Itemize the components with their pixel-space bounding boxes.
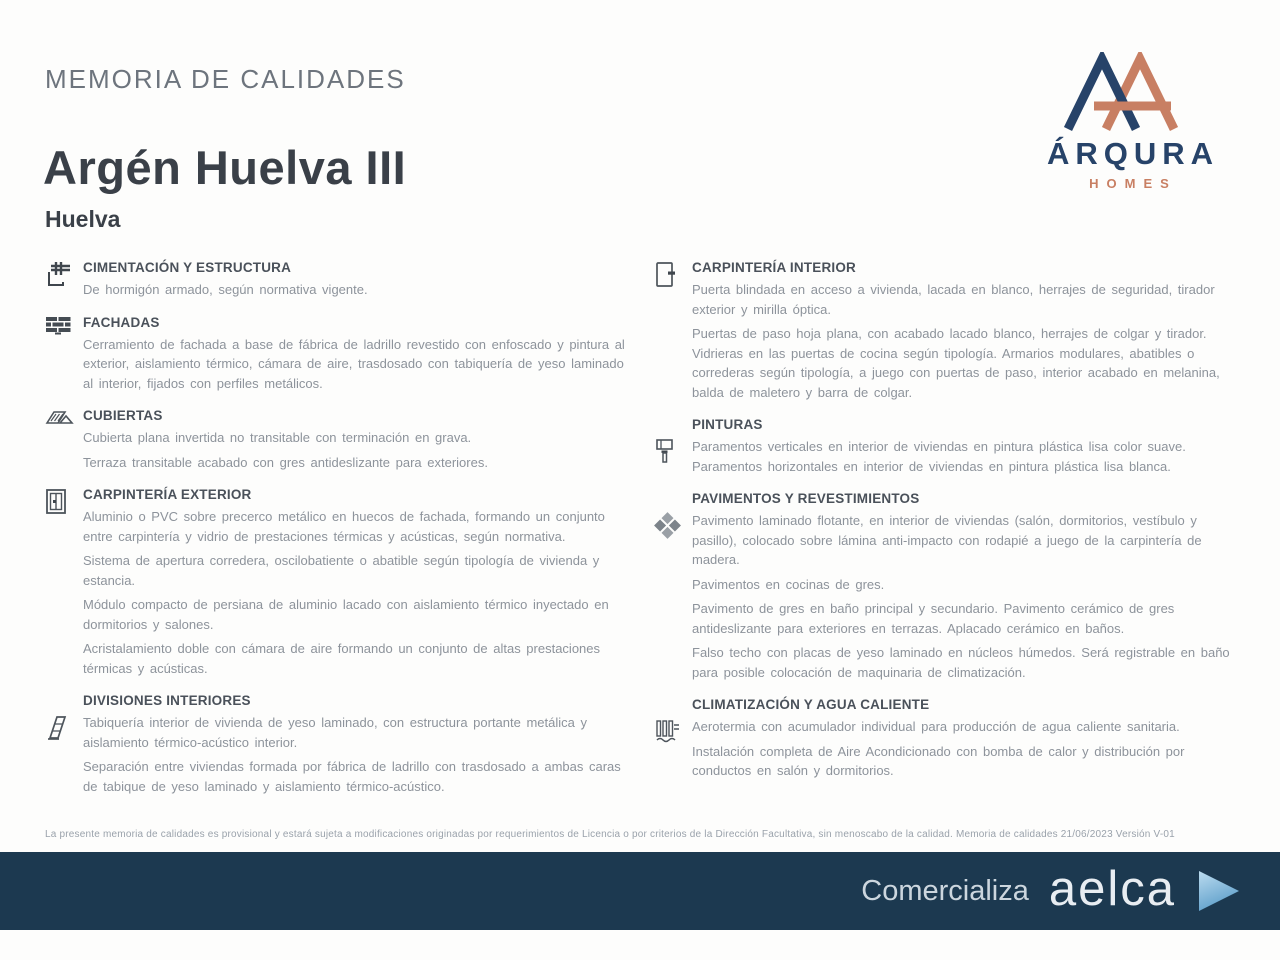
left-column — [45, 260, 636, 811]
section-divisiones-interiores — [45, 693, 636, 796]
section-paragraph: Pavimento de gres en baño principal y secundario. Pavimento cerámico de gres antideslizante para exteriores en terrazas. Aplacado cerámico en baños. — [692, 601, 1175, 636]
section-title: PAVIMENTOS Y REVESTIMIENTOS — [692, 491, 920, 506]
section-paragraph: Terraza transitable acabado con gres antideslizante para exteriores. — [83, 454, 488, 470]
legal-disclaimer: La presente memoria de calidades es provisional y estará sujeta a modificaciones originadas por requerimientos de Licencia o por criterios de la Dirección Facultativa, sin menoscabo de la calidad. Memoria de calidades 21/06/2023 Versión V-01 — [45, 829, 1175, 840]
section-paragraph: Tabiquería interior de vivienda de yeso laminado, con estructura portante metálica y aislamiento térmico-acústico interior. — [83, 715, 587, 750]
partition-wall-icon — [45, 693, 83, 796]
section-paragraph: Cubierta plana invertida no transitable con terminación en grava. — [83, 430, 472, 445]
roof-icon — [45, 408, 83, 472]
project-title: Argén Huelva III — [43, 141, 407, 194]
section-pinturas — [654, 417, 1245, 476]
section-paragraph: Pavimentos en cocinas de gres. — [692, 576, 885, 592]
structure-grid-icon — [45, 260, 83, 300]
section-paragraph: Puerta blindada en acceso a vivienda, lacada en blanco, herrajes de seguridad, tirador exterior y mirilla óptica. — [692, 282, 1215, 317]
section-title: PINTURAS — [692, 417, 763, 432]
section-climatizacion-y-agua-caliente — [654, 697, 1245, 781]
heater-icon — [654, 697, 692, 781]
brand-subname: HOMES — [1089, 176, 1177, 191]
section-title: FACHADAS — [83, 314, 160, 330]
section-paragraph: Sistema de apertura corredera, oscilobatiente o abatible según tipología de vivienda y estancia. — [83, 553, 600, 588]
footer-label: Comercializa — [861, 874, 1029, 907]
document-type-heading: MEMORIA DE CALIDADES — [45, 64, 406, 94]
section-carpinteria-exterior — [45, 487, 636, 678]
section-paragraph: Aerotermia con acumulador individual para producción de agua caliente sanitaria. — [692, 719, 1180, 734]
section-pavimentos-y-revestimientos — [654, 491, 1245, 682]
paint-brush-icon — [654, 417, 692, 476]
section-paragraph: Puertas de paso hoja plana, con acabado lacado blanco, herrajes de colgar y tirador. Vidrieras en las puertas de cocina según tipología. Armarios modulares, abatibles o correderas según tipología, a juego con puertas de paso, interior acabado en melanina, balda de maletero y barra de colgar. — [692, 326, 1220, 400]
section-title: DIVISIONES INTERIORES — [83, 693, 251, 708]
section-title: CLIMATIZACIÓN Y AGUA CALIENTE — [692, 697, 930, 712]
section-paragraph: Aluminio o PVC sobre precerco metálico en huecos de fachada, formando un conjunto entre carpintería y vidrio de prestaciones térmicas y acústicas, según normativa. — [83, 509, 605, 544]
door-icon — [654, 260, 692, 402]
floor-tiles-icon — [654, 491, 692, 682]
section-paragraph: Cerramiento de fachada a base de fábrica de ladrillo revestido con enfoscado y pintura al exterior, aislamiento térmico, cámara de aire, trasdosado con tabiquería de yeso laminado al interior, fijados con perfiles metálicos. — [83, 336, 625, 391]
section-paragraph: Instalación completa de Aire Acondicionado con bomba de calor y distribución por conductos en salón y dormitorios. — [692, 743, 1185, 778]
section-cimentacion-y-estructura — [45, 260, 636, 300]
section-cubiertas — [45, 408, 636, 472]
footer-bar — [0, 852, 1280, 930]
section-paragraph: De hormigón armado, según normativa vigente. — [83, 282, 368, 297]
project-location: Huelva — [45, 206, 121, 232]
section-carpinteria-interior — [654, 260, 1245, 402]
play-triangle-icon — [1196, 868, 1242, 914]
section-paragraph: Módulo compacto de persiana de aluminio lacado con aislamiento térmico inyectado en dormitorios y salones. — [83, 597, 609, 632]
section-paragraph: Separación entre viviendas formada por fábrica de ladrillo con trasdosado a ambas caras de tabique de yeso laminado y aislamiento térmico-acústico. — [83, 759, 621, 794]
section-title: CUBIERTAS — [83, 408, 163, 423]
section-title: CARPINTERÍA EXTERIOR — [83, 487, 252, 502]
aelca-logo: aelca — [1048, 861, 1176, 916]
section-paragraph: Paramentos verticales en interior de viviendas en pintura plástica lisa color suave. Paramentos horizontales en interior de viviendas en pintura plástica lisa blanca. — [692, 439, 1186, 474]
spec-columns — [45, 260, 1245, 811]
right-column — [654, 260, 1245, 811]
arqura-homes-logo — [1038, 52, 1228, 191]
double-a-monogram-icon — [1058, 52, 1208, 132]
section-title: CIMENTACIÓN Y ESTRUCTURA — [83, 260, 292, 275]
window-icon — [45, 487, 83, 678]
section-fachadas — [45, 315, 636, 394]
section-title: CARPINTERÍA INTERIOR — [692, 260, 857, 275]
brand-name: ÁRQURA — [1046, 136, 1220, 171]
section-paragraph: Pavimento laminado flotante, en interior de viviendas (salón, dormitorios, vestíbulo y pasillo), colocado sobre lámina anti-impacto con rodapié a juego de la carpintería de madera. — [692, 513, 1202, 567]
bricks-icon — [45, 315, 83, 394]
section-paragraph: Falso techo con placas de yeso laminado en núcleos húmedos. Será registrable en baño para posible colocación de maquinaria de climatización. — [692, 645, 1230, 680]
section-paragraph: Acristalamiento doble con cámara de aire formando un conjunto de altas prestaciones térmicas y acústicas. — [83, 641, 601, 676]
